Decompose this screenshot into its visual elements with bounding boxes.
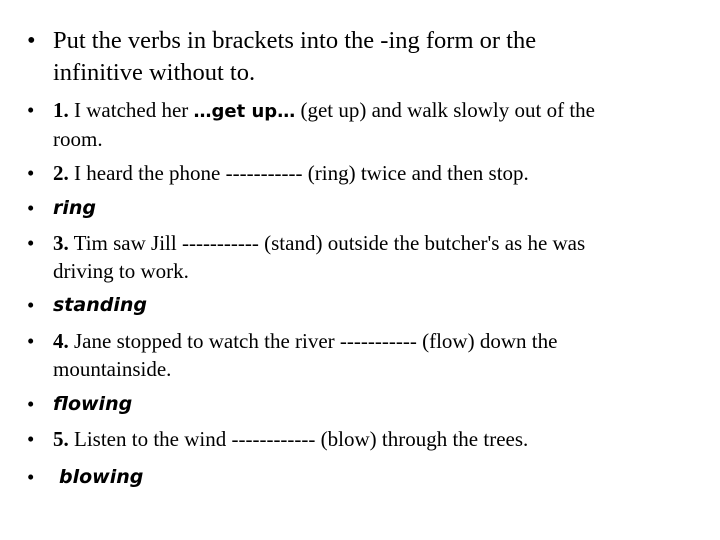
bullet-icon: • [27, 161, 35, 185]
item-1-text [53, 96, 595, 126]
item-number: 1. [53, 98, 69, 122]
bullet-icon: • [27, 98, 35, 122]
bullet-icon: • [27, 231, 35, 255]
item-1-line-2: room. [53, 127, 103, 151]
instruction-line-2: infinitive without to. [53, 59, 256, 86]
bullet-icon: • [27, 392, 35, 416]
item-3-sentence: Tim saw Jill ----------- (stand) outside the butcher's as he was [68, 231, 586, 255]
bullet-icon: • [27, 27, 36, 54]
item-4-line-2: mountainside. [53, 357, 172, 381]
bullet-icon: • [27, 427, 35, 451]
answer-text: ring [53, 197, 97, 219]
item-3-line-2: driving to work. [53, 259, 189, 283]
item-number: 3. [53, 231, 69, 255]
item-1-inline-answer: …get up… [193, 101, 296, 122]
item-number: 4. [53, 329, 69, 353]
bullet-icon: • [27, 293, 35, 317]
item-3-text [53, 229, 585, 258]
instruction-line-1: Put the verbs in brackets into the -ing form or the [53, 27, 537, 54]
item-1-text-post: (get up) and walk slowly out of the [295, 98, 595, 122]
item-5-sentence: Listen to the wind ------------ (blow) through the trees. [68, 427, 529, 451]
bullet-icon: • [27, 329, 35, 353]
answer-text: standing [53, 294, 147, 316]
bullet-icon: • [27, 465, 35, 489]
item-number: 5. [53, 427, 69, 451]
bullet-icon: • [27, 196, 35, 220]
answer-text: flowing [53, 393, 133, 415]
item-4-sentence: Jane stopped to watch the river ----------- (flow) down the [68, 329, 558, 353]
item-5-text [53, 425, 528, 454]
item-1-text-pre: I watched her [68, 98, 194, 122]
item-number: 2. [53, 161, 69, 185]
item-2-text [53, 159, 529, 188]
answer-text: blowing [59, 466, 144, 488]
item-4-text [53, 327, 557, 356]
item-2-sentence: I heard the phone ----------- (ring) twice and then stop. [68, 161, 529, 185]
